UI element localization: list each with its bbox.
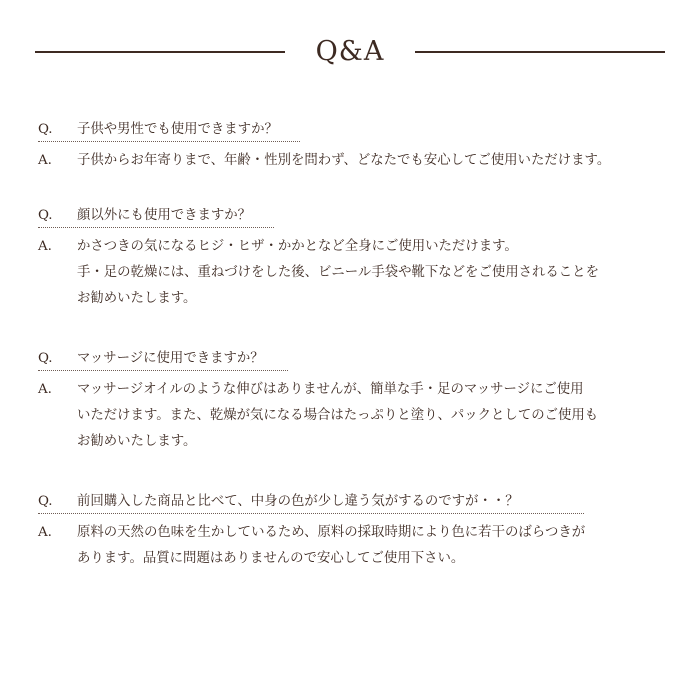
- qa-item: [38, 345, 668, 455]
- answer-line: お勧めいたします。: [77, 434, 197, 449]
- question-mark: Q.: [38, 122, 53, 137]
- answer-line: マッサージオイルのような伸びはありませんが、簡単な手・足のマッサージにご使用: [77, 382, 584, 397]
- answer-mark: A.: [38, 239, 52, 254]
- answer-mark: A.: [38, 153, 52, 168]
- header-rule-left: [35, 51, 285, 53]
- question-text: 顔以外にも使用できますか？: [77, 208, 252, 223]
- question-text: マッサージに使用できますか？: [77, 351, 264, 366]
- answer-mark: A.: [38, 382, 52, 397]
- page-title: Q&A: [315, 36, 385, 67]
- answer-line: 原料の天然の色味を生かしているため、原料の採取時期により色に若干のばらつきが: [77, 525, 586, 540]
- qa-item: [38, 116, 668, 174]
- qa-header: [35, 32, 665, 72]
- qa-item: [38, 202, 668, 312]
- answer-line: あります。品質に問題はありませんので安心してご使用下さい。: [77, 551, 465, 566]
- question-text: 前回購入した商品と比べて、中身の色が少し違う気がするのですが・・？: [77, 494, 519, 509]
- question-underline: [38, 141, 300, 142]
- question-row: [38, 202, 668, 230]
- question-mark: Q.: [38, 351, 53, 366]
- answer-row: [38, 520, 668, 572]
- answer-line: 子供からお年寄りまで、年齢・性別を問わず、どなたでも安心してご使用いただけます。: [77, 153, 611, 168]
- question-underline: [38, 227, 274, 228]
- question-row: [38, 345, 668, 373]
- answer-row: [38, 234, 668, 312]
- question-row: [38, 488, 668, 516]
- answer-row: [38, 377, 668, 455]
- answer-line: いただけます。また、乾燥が気になる場合はたっぷりと塗り、パックとしてのご使用も: [77, 408, 599, 423]
- answer-line: かさつきの気になるヒジ・ヒザ・かかとなど全身にご使用いただけます。: [77, 239, 518, 254]
- question-underline: [38, 513, 584, 514]
- answer-line: お勧めいたします。: [77, 291, 197, 306]
- question-underline: [38, 370, 288, 371]
- question-row: [38, 116, 668, 144]
- header-rule-right: [415, 51, 665, 53]
- question-mark: Q.: [38, 208, 53, 223]
- answer-line: 手・足の乾燥には、重ねづけをした後、ビニール手袋や靴下などをご使用されることを: [77, 265, 599, 280]
- question-mark: Q.: [38, 494, 53, 509]
- qa-item: [38, 488, 668, 572]
- answer-mark: A.: [38, 525, 52, 540]
- question-text: 子供や男性でも使用できますか？: [77, 122, 278, 137]
- answer-row: [38, 148, 668, 174]
